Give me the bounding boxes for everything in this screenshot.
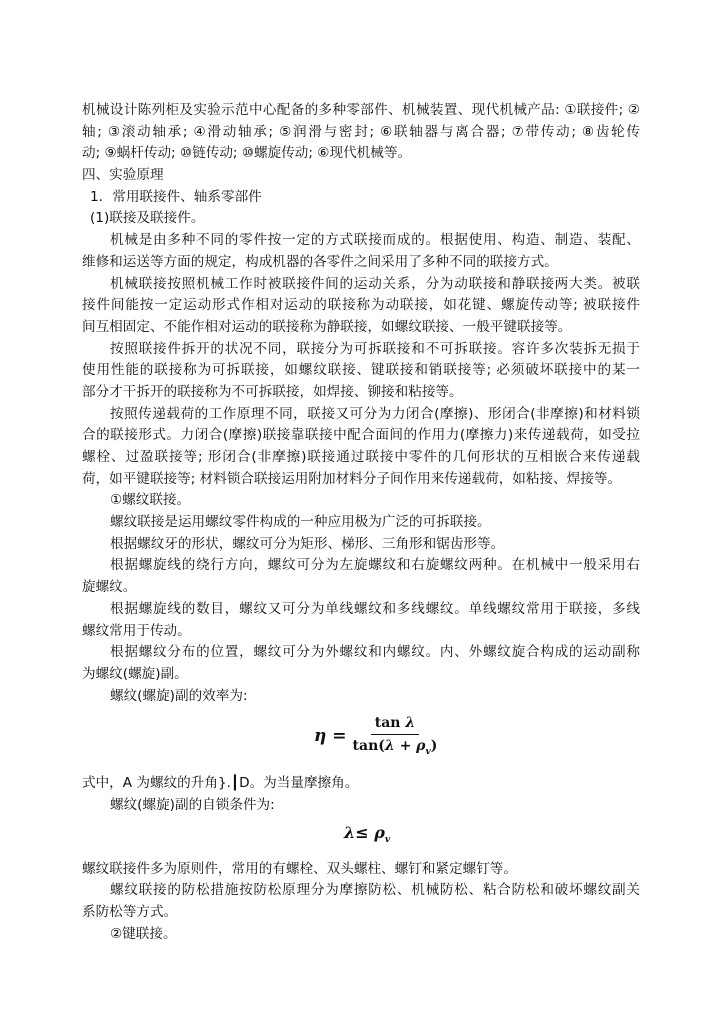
text-line: 系防松等方式。 <box>82 904 178 920</box>
text-line: 1．常用联接件、轴系零部件 <box>90 188 262 205</box>
text-line: 螺纹(螺旋)副的自锁条件为: <box>110 796 275 813</box>
text-line: 按照联接件拆开的状况不同，联接分为可拆联接和不可拆联接。容许多次装拆无损于 <box>110 340 640 357</box>
paragraph <box>82 165 640 187</box>
self-lock-formula: $\lambda\le \rho_v$ <box>344 822 391 845</box>
text-line: 接件间能按一定运动形式作相对运动的联接称为动联接，如花键、螺旋传动等; 被联接件 <box>82 297 640 314</box>
paragraph <box>82 642 640 685</box>
text-line: 旋螺纹。 <box>82 579 137 596</box>
text-line: 轴; ③滚动轴承; ④滑动轴承; ⑤润滑与密封; ⑥联轴器与离合器; ⑦带传动; ⑧齿轮传 <box>82 123 640 140</box>
text-line: 动; ⑨蜗杆传动; ⑩链传动; ⑩螺旋传动; ⑥现代机械等。 <box>82 145 412 162</box>
document-body <box>82 100 640 945</box>
text-line: 机械设计陈列柜及实验示范中心配备的多种零部件、机械装置、现代机械产品: ①联接件; ② <box>82 102 640 118</box>
text-line: 根据螺旋线的绕行方向，螺纹可分为左旋螺纹和右旋螺纹两种。在机械中一般采用右 <box>110 557 640 574</box>
text-line: 机械是由多种不同的零件按一定的方式联接而成的。根据使用、构造、制造、装配、 <box>110 232 640 249</box>
text-line: 维修和运送等方面的规定，构成机器的各零件之间采用了多种不同的联接方式。 <box>82 253 558 270</box>
text-line: 间互相固定、不能作相对运动的联接称为静联接，如螺纹联接、一般平键联接等。 <box>82 318 572 335</box>
paragraph <box>82 512 640 534</box>
text-line: 四、实验原理 <box>82 167 164 184</box>
paragraph <box>82 208 640 230</box>
text-line: 螺纹联接的防松措施按防松原理分为摩擦防松、机械防松、粘合防松和破坏螺纹副关 <box>110 882 640 899</box>
text-line: ②键联接。 <box>110 925 177 942</box>
text-line: 根据螺旋线的数目，螺纹又可分为单线螺纹和多线螺纹。单线螺纹常用于联接，多线 <box>110 600 640 617</box>
text-line: ①螺纹联接。 <box>110 492 191 509</box>
paragraph <box>82 274 640 339</box>
paragraph <box>82 534 640 556</box>
text-line: 式中，A 为螺纹的升角}.┃D。为当量摩擦角。 <box>82 775 359 792</box>
paragraph <box>82 339 640 404</box>
text-line: 螺纹联接是运用螺纹零件构成的一种应用极为广泛的可拆联接。 <box>110 514 491 531</box>
text-line: 根据螺纹牙的形状，螺纹可分为矩形、梯形、三角形和锯齿形等。 <box>110 535 505 552</box>
paragraph <box>82 599 640 642</box>
paragraph <box>82 859 640 881</box>
paragraph <box>82 880 640 923</box>
paragraph <box>82 555 640 598</box>
paragraph <box>82 230 640 273</box>
paragraph <box>82 686 640 708</box>
text-line: 部分才干拆开的联接称为不可拆联接，如焊接、铆接和粘接等。 <box>82 383 463 400</box>
paragraph <box>82 490 640 512</box>
text-line: 螺纹(螺旋)副的效率为: <box>110 687 248 704</box>
paragraph <box>82 187 640 209</box>
paragraph <box>82 773 640 795</box>
text-line: 合的联接形式。力闭合(摩擦)联接靠联接中配合面间的作用力(摩擦力)来传递载荷，如受拉 <box>82 427 640 444</box>
paragraph <box>82 100 640 165</box>
text-line: 螺栓、过盈联接等; 形闭合(非摩擦)联接通过联接中零件的几何形状的互相嵌合来传递载 <box>82 449 640 465</box>
text-line: (1)联接及联接件。 <box>90 210 205 227</box>
text-line: 荷，如平键联接等; 材料锁合联接运用附加材料分子间作用来传递载荷，如粘接、焊接等。 <box>82 470 622 487</box>
text-line: 按照传递载荷的工作原理不同，联接又可分为力闭合(摩擦)、形闭合(非摩擦)和材料锁 <box>110 405 640 422</box>
text-line: 螺纹联接件多为原则件，常用的有螺栓、双头螺柱、螺钉和紧定螺钉等。 <box>82 860 517 877</box>
text-line: 为螺纹(螺旋)副。 <box>82 665 188 682</box>
paragraph <box>82 404 640 491</box>
paragraph <box>82 924 640 946</box>
paragraph <box>82 795 640 817</box>
text-line: 机械联接按照机械工作时被联接件间的运动关系，分为动联接和静联接两大类。被联 <box>110 275 640 292</box>
text-line: 螺纹常用于传动。 <box>82 622 191 639</box>
efficiency-formula: η = $\frac{\text{tan λ}}{\tan(\lambda + \rho_v)}$ <box>314 715 438 758</box>
text-line: 根据螺纹分布的位置，螺纹可分为外螺纹和内螺纹。内、外螺纹旋合构成的运动副称 <box>110 644 640 661</box>
text-line: 使用性能的联接称为可拆联接，如螺纹联接、键联接和销联接等; 必须破坏联接中的某一 <box>82 362 640 379</box>
